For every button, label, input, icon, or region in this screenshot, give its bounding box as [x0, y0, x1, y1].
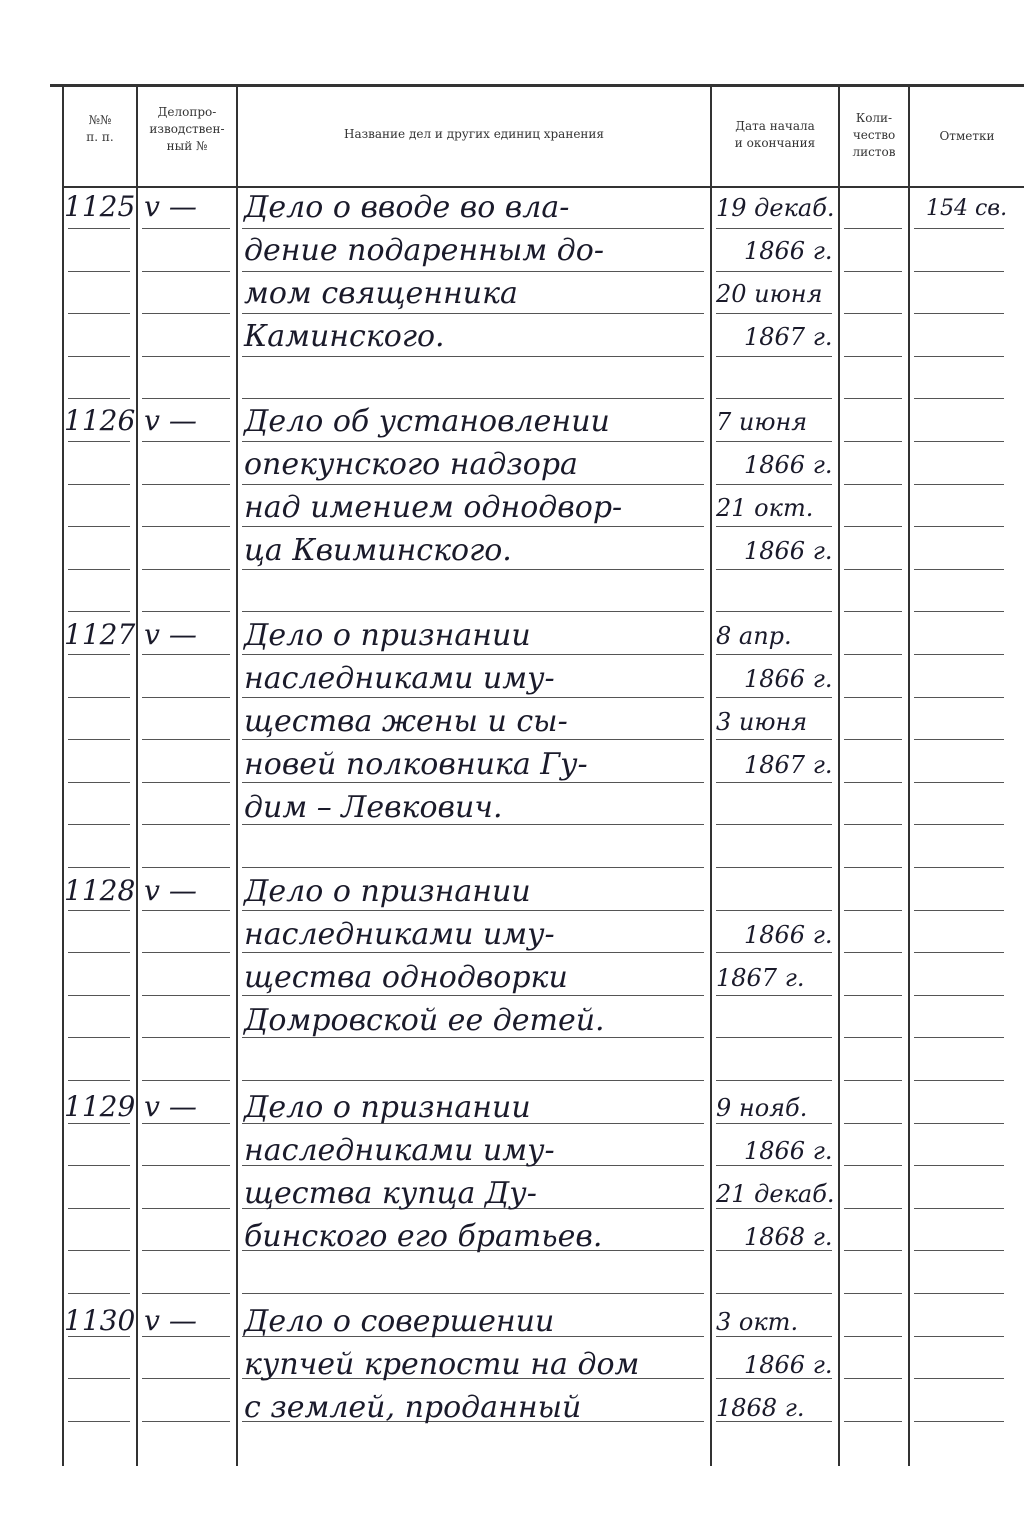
ruled-line [142, 782, 230, 783]
ruled-line [142, 995, 230, 996]
entry-date: 7 июня [716, 408, 808, 436]
entry-title-line: Дело о признании [244, 1090, 531, 1125]
ruled-line [716, 1208, 832, 1209]
ruled-line [142, 1080, 230, 1081]
ruled-line [844, 1293, 902, 1294]
entry-number: 1126 v — [64, 404, 197, 437]
column-divider [136, 86, 138, 1466]
ruled-line [142, 1165, 230, 1166]
ruled-line [68, 654, 130, 655]
ruled-line [68, 1250, 130, 1251]
ruled-line [844, 952, 902, 953]
ruled-line [142, 313, 230, 314]
ruled-line [242, 654, 704, 655]
ruled-line [844, 654, 902, 655]
ruled-line [914, 484, 1004, 485]
ruled-line [242, 952, 704, 953]
ruled-line [242, 356, 704, 357]
ruled-line [914, 1336, 1004, 1337]
ruled-line [242, 910, 704, 911]
ruled-line [142, 867, 230, 868]
entry-title-line: Дело о вводе во вла- [244, 190, 570, 225]
ruled-line [716, 1293, 832, 1294]
ruled-line [142, 952, 230, 953]
entry-title-line: Дело о совершении [244, 1304, 555, 1339]
ruled-line [844, 441, 902, 442]
entry-date: 3 июня [716, 708, 808, 736]
entry-date: 1866 г. [744, 451, 833, 479]
entry-title-line: дим – Левкович. [244, 790, 503, 825]
entry-title-line: Дело об установлении [244, 404, 610, 439]
entry-note: 154 св. [926, 196, 1008, 221]
ruled-line [242, 782, 704, 783]
entry-number: 1130 v — [64, 1304, 197, 1337]
ruled-line [242, 228, 704, 229]
entry-date: 1868 г. [716, 1394, 805, 1422]
entry-title-line: щества купца Ду- [244, 1176, 537, 1211]
ruled-line [716, 654, 832, 655]
entry-date: 3 окт. [716, 1308, 799, 1336]
ruled-line [914, 1165, 1004, 1166]
ruled-line [142, 526, 230, 527]
ruled-line [142, 356, 230, 357]
header-notes: Отметки [939, 129, 995, 143]
ruled-line [242, 697, 704, 698]
entry-title-line: наследниками иму- [244, 1133, 555, 1168]
ruled-line [68, 782, 130, 783]
entry-date: 1866 г. [744, 665, 833, 693]
ruled-line [242, 867, 704, 868]
ruled-line [844, 228, 902, 229]
ruled-line [914, 995, 1004, 996]
header-dates: Дата начала и окончания [734, 119, 816, 150]
entry-number: 1129 v — [64, 1090, 197, 1123]
entry-title-line: щества однодворки [244, 960, 568, 995]
entry-date: 1867 г. [744, 323, 833, 351]
entry-title-line: Каминского. [244, 319, 445, 354]
ruled-line [914, 782, 1004, 783]
entry-title-line: над имением однодвор- [244, 490, 623, 525]
ruled-line [914, 824, 1004, 825]
ruled-line [68, 398, 130, 399]
ruled-line [716, 739, 832, 740]
ruled-line [142, 739, 230, 740]
ruled-line [844, 867, 902, 868]
ruled-line [914, 1378, 1004, 1379]
ruled-line [914, 313, 1004, 314]
ruled-line [68, 1378, 130, 1379]
ruled-line [844, 995, 902, 996]
ruled-line [844, 1165, 902, 1166]
ruled-line [68, 995, 130, 996]
ruled-line [68, 1123, 130, 1124]
ruled-line [142, 1208, 230, 1209]
ruled-line [716, 611, 832, 612]
ruled-line [242, 313, 704, 314]
ruled-line [716, 271, 832, 272]
ruled-line [844, 1421, 902, 1422]
ruled-line [142, 1421, 230, 1422]
ruled-line [844, 271, 902, 272]
ruled-line [844, 356, 902, 357]
ruled-line [914, 1080, 1004, 1081]
ruled-line [68, 526, 130, 527]
column-divider [236, 86, 238, 1466]
ruled-line [844, 1250, 902, 1251]
ruled-line [844, 1080, 902, 1081]
ruled-line [716, 697, 832, 698]
ruled-line [716, 1123, 832, 1124]
ruled-line [844, 1123, 902, 1124]
ruled-line [716, 910, 832, 911]
ruled-line [68, 611, 130, 612]
ruled-line [914, 654, 1004, 655]
entry-title-line: Домровской ее детей. [244, 1003, 605, 1038]
entry-date: 1867 г. [744, 751, 833, 779]
ruled-line [914, 398, 1004, 399]
ruled-line [716, 995, 832, 996]
ruled-line [844, 1037, 902, 1038]
ruled-line [914, 569, 1004, 570]
ruled-line [914, 1123, 1004, 1124]
ruled-line [844, 398, 902, 399]
ruled-line [142, 441, 230, 442]
ruled-line [716, 952, 832, 953]
ruled-line [914, 910, 1004, 911]
ruled-line [716, 782, 832, 783]
entry-date: 1868 г. [744, 1223, 833, 1251]
entry-date: 1866 г. [744, 1351, 833, 1379]
column-divider [908, 86, 910, 1466]
ruled-line [142, 1123, 230, 1124]
ruled-line [914, 1421, 1004, 1422]
ruled-line [142, 1293, 230, 1294]
ruled-line [716, 569, 832, 570]
ruled-line [68, 867, 130, 868]
ruled-line [716, 313, 832, 314]
entry-number: 1125 v — [64, 190, 197, 223]
ruled-line [142, 398, 230, 399]
header-num: №№ п. п. [86, 113, 114, 144]
ruled-line [242, 484, 704, 485]
ruled-line [914, 228, 1004, 229]
ruled-line [142, 271, 230, 272]
entry-title-line: бинского его братьев. [244, 1219, 603, 1254]
entry-date: 1867 г. [716, 964, 805, 992]
ruled-line [844, 739, 902, 740]
entry-date: 1866 г. [744, 1137, 833, 1165]
ruled-line [242, 995, 704, 996]
ruled-line [844, 313, 902, 314]
ruled-line [844, 1208, 902, 1209]
ruled-line [68, 824, 130, 825]
entry-date: 1866 г. [744, 237, 833, 265]
ruled-line [68, 441, 130, 442]
ruled-line [844, 910, 902, 911]
entry-number: 1127 v — [64, 618, 197, 651]
ruled-line [914, 611, 1004, 612]
column-divider [62, 86, 64, 1466]
ruled-line [68, 484, 130, 485]
entry-date: 21 декаб. [716, 1180, 835, 1208]
ruled-line [914, 271, 1004, 272]
ruled-line [716, 1037, 832, 1038]
entry-title-line: Дело о признании [244, 874, 531, 909]
ruled-line [242, 441, 704, 442]
ruled-line [844, 611, 902, 612]
ruled-line [844, 569, 902, 570]
ruled-line [716, 356, 832, 357]
ruled-line [716, 824, 832, 825]
entry-date: 9 нояб. [716, 1094, 808, 1122]
column-divider [710, 86, 712, 1466]
ruled-line [844, 782, 902, 783]
entry-number: 1128 v — [64, 874, 197, 907]
header-office-number: Делопро- изводствен- ный № [149, 105, 225, 153]
ruled-line [914, 356, 1004, 357]
ruled-line [68, 1037, 130, 1038]
ruled-line [914, 867, 1004, 868]
ruled-line [914, 1250, 1004, 1251]
ruled-line [68, 271, 130, 272]
ruled-line [242, 271, 704, 272]
ruled-line [68, 313, 130, 314]
ruled-line [914, 441, 1004, 442]
entry-title-line: опекунского надзора [244, 447, 578, 482]
ruled-line [142, 697, 230, 698]
ruled-line [716, 398, 832, 399]
ruled-line [914, 526, 1004, 527]
ruled-line [716, 441, 832, 442]
ruled-line [242, 739, 704, 740]
ruled-line [242, 398, 704, 399]
entry-title-line: мом священника [244, 276, 518, 311]
ruled-line [68, 1293, 130, 1294]
ruled-line [68, 1165, 130, 1166]
ruled-line [142, 1378, 230, 1379]
entry-date: 1866 г. [744, 537, 833, 565]
header-bottom-border [62, 186, 1024, 188]
ruled-line [914, 739, 1004, 740]
ruled-line [242, 1080, 704, 1081]
ruled-line [716, 484, 832, 485]
entry-date: 8 апр. [716, 622, 792, 650]
ruled-line [844, 526, 902, 527]
ruled-line [242, 569, 704, 570]
ruled-line [142, 824, 230, 825]
ruled-line [716, 1165, 832, 1166]
column-divider [838, 86, 840, 1466]
ruled-line [142, 228, 230, 229]
ruled-line [716, 867, 832, 868]
ruled-line [716, 526, 832, 527]
ruled-line [844, 484, 902, 485]
ruled-line [68, 1080, 130, 1081]
ruled-line [142, 910, 230, 911]
entry-date: 19 декаб. [716, 194, 835, 222]
ruled-line [844, 697, 902, 698]
ruled-line [142, 484, 230, 485]
entry-title-line: дение подаренным до- [244, 233, 604, 268]
entry-title-line: новей полковника Гу- [244, 747, 588, 782]
entry-date: 20 июня [716, 280, 823, 308]
ruled-line [68, 697, 130, 698]
ruled-line [844, 824, 902, 825]
ruled-line [716, 228, 832, 229]
ruled-line [914, 952, 1004, 953]
entry-date: 1866 г. [744, 921, 833, 949]
header-title: Название дел и других единиц хранения [343, 127, 604, 141]
ruled-line [914, 1208, 1004, 1209]
ruled-line [242, 526, 704, 527]
ruled-line [914, 1293, 1004, 1294]
ruled-line [242, 1293, 704, 1294]
ruled-line [914, 697, 1004, 698]
ruled-line [716, 1336, 832, 1337]
entry-date: 21 окт. [716, 494, 814, 522]
ruled-line [142, 654, 230, 655]
ruled-line [914, 1037, 1004, 1038]
ruled-line [844, 1336, 902, 1337]
ruled-line [68, 569, 130, 570]
entry-title-line: наследниками иму- [244, 661, 555, 696]
entry-title-line: с землей, проданный [244, 1390, 582, 1425]
ruled-line [142, 1037, 230, 1038]
ruled-line [68, 739, 130, 740]
entry-title-line: Дело о признании [244, 618, 531, 653]
entry-title-line: ца Квиминского. [244, 533, 512, 568]
header-sheets: Коли- чество листов [852, 111, 896, 159]
ruled-line [242, 611, 704, 612]
entry-title-line: наследниками иму- [244, 917, 555, 952]
ruled-line [716, 1080, 832, 1081]
ruled-line [68, 1421, 130, 1422]
ruled-line [68, 228, 130, 229]
ruled-line [142, 569, 230, 570]
ruled-line [844, 1378, 902, 1379]
ruled-line [68, 952, 130, 953]
entry-title-line: купчей крепости на дом [244, 1347, 640, 1382]
table-top-border [50, 84, 1024, 87]
ruled-line [142, 1250, 230, 1251]
ruled-line [68, 1208, 130, 1209]
ruled-line [68, 356, 130, 357]
ruled-line [68, 910, 130, 911]
entry-title-line: щества жены и сы- [244, 704, 568, 739]
ruled-line [142, 611, 230, 612]
